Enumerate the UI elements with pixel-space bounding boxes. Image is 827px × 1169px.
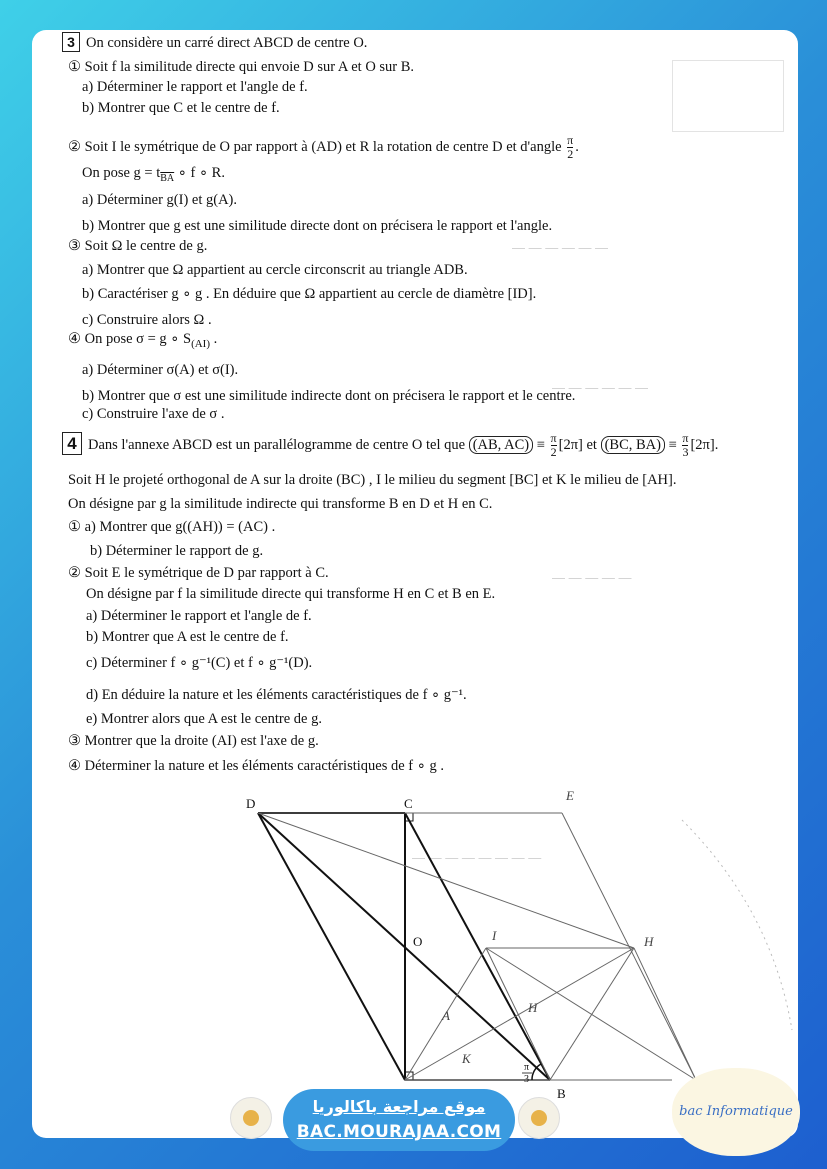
- ex3-intro-text: On considère un carré direct ABCD de centre O.: [86, 35, 368, 51]
- ex3-q1: ① Soit f la similitude directe qui envoie D sur A et O sur B.: [68, 59, 415, 75]
- frac-num: π: [682, 431, 689, 446]
- label-O: O: [413, 934, 423, 949]
- label-E: E: [566, 788, 574, 803]
- label-H-mid: H: [528, 1000, 538, 1015]
- ex3-number: 3: [62, 32, 80, 52]
- frac-den: 3: [682, 445, 689, 460]
- ex4-q2e: e) Montrer alors que A est le centre de g.: [86, 711, 322, 727]
- frac-den: 2: [567, 147, 574, 161]
- label-I: I: [492, 928, 497, 943]
- frac-num: π: [550, 431, 557, 446]
- segment-DH: [258, 813, 634, 948]
- segment-AH: [405, 948, 634, 1080]
- bleed-text: — — — — —: [552, 570, 632, 585]
- ex3-q4c: c) Construire l'axe de σ .: [82, 406, 225, 422]
- geometry-figure: [32, 30, 798, 1138]
- ex4-number: 4: [62, 432, 82, 455]
- ex4-q1a: ① a) Montrer que g((AH)) = (AC) .: [68, 519, 276, 535]
- ex3-q3a: a) Montrer que Ω appartient au cercle circonscrit au triangle ADB.: [82, 262, 468, 278]
- ex3-q2-text: ② Soit I le symétrique de O par rapport à (AD) et R la rotation de centre D et d'angle: [68, 138, 562, 155]
- angle-den: 3: [524, 1074, 529, 1085]
- logo-left: [230, 1097, 272, 1139]
- eq-sign: ≡: [668, 437, 677, 453]
- label-H: H: [644, 934, 654, 949]
- ex4-q4: ④ Déterminer la nature et les éléments caractéristiques de f ∘ g .: [68, 758, 444, 774]
- ex4-q3: ③ Montrer que la droite (AI) est l'axe de g.: [68, 733, 319, 749]
- bleed-text: — — — — — —: [552, 380, 649, 395]
- angle1: (AB, AC): [469, 436, 533, 454]
- footer-banner[interactable]: [283, 1089, 515, 1151]
- bleed-text: — — — — — —: [512, 240, 609, 255]
- ex4-q2c: c) Déterminer f ∘ g⁻¹(C) et f ∘ g⁻¹(D).: [86, 655, 313, 671]
- ex3-q2b: b) Montrer que g est une similitude directe dont on précisera le rapport et l'angle.: [82, 218, 553, 234]
- ex3-q3: ③ Soit Ω le centre de g.: [68, 238, 208, 254]
- angle-num: π: [524, 1062, 530, 1073]
- ex4-line3: On désigne par g la similitude indirecte qui transforme B en D et H en C.: [68, 496, 493, 512]
- ex3-q4: ④ On pose σ = g ∘ $S_{(AI)}$ .: [68, 331, 218, 350]
- logo-dot: [243, 1110, 259, 1126]
- document-page: [32, 30, 798, 1138]
- frac-num: π: [567, 133, 574, 147]
- mod2: [2π]: [690, 437, 715, 453]
- label-D: D: [246, 796, 256, 811]
- label-C: C: [404, 796, 413, 811]
- label-A-mid: A: [442, 1008, 450, 1023]
- q4-text: ④ On pose σ = g ∘ S: [68, 331, 192, 347]
- segment-BH: [550, 948, 634, 1080]
- footer-site-link[interactable]: BAC.MOURAJAA.COM: [296, 1122, 502, 1142]
- label-B: B: [557, 1086, 566, 1101]
- pose-sub: BA: [160, 172, 175, 184]
- bac-informatique-badge: bac Informatique: [672, 1068, 800, 1156]
- ex3-q1a: a) Déterminer le rapport et l'angle de f.: [82, 79, 308, 95]
- angle2: (BC, BA): [601, 436, 665, 454]
- ex3-q1b: b) Montrer que C et le centre de f.: [82, 100, 280, 116]
- segment-DA: [258, 813, 405, 1080]
- et-word: et: [586, 437, 597, 453]
- footer-arabic-title[interactable]: موقع مراجعة باكالوريا: [312, 1097, 486, 1116]
- ex4-line2: Soit H le projeté orthogonal de A sur la droite (BC) , I le milieu du segment [BC] et K le milieu de [AH].: [68, 472, 677, 488]
- ex4-intro-text: Dans l'annexe ABCD est un parallélogramme de centre O tel que: [88, 437, 466, 453]
- bleed-text: — — — — — — — —: [412, 850, 542, 865]
- construction-arc: [682, 820, 792, 1030]
- ex4-intro: 4 Dans l'annexe ABCD est un parallélogramme de centre O tel que (AB, AC) ≡ $\frac{\pi}{2}$ [2π] et (BC, BA) ≡ $\frac{\pi}{3}$ [2π].: [62, 432, 718, 459]
- pose-text: On pose g = t: [82, 165, 161, 181]
- ex3-q2a: a) Déterminer g(I) et g(A).: [82, 192, 237, 208]
- ex4-q2: ② Soit E le symétrique de D par rapport à C.: [68, 565, 329, 581]
- q4-sub: (AI): [191, 337, 210, 350]
- ex3-q3b: b) Caractériser g ∘ g . En déduire que Ω appartient au cercle de diamètre [ID].: [82, 286, 537, 302]
- ex3-q3c: c) Construire alors Ω .: [82, 312, 212, 328]
- ex4-q2a: a) Déterminer le rapport et l'angle de f.: [86, 608, 312, 624]
- label-K: K: [462, 1051, 471, 1066]
- mod1: [2π]: [558, 437, 583, 453]
- eq-sign: ≡: [536, 437, 545, 453]
- segment-CB: [405, 813, 550, 1080]
- frac-den: 2: [550, 445, 557, 460]
- ex3-q2: ② Soit I le symétrique de O par rapport à (AD) et R la rotation de centre D et d'angle $\frac{\pi}{2}$ .: [68, 133, 579, 161]
- pose-end: ∘ f ∘ R.: [177, 165, 225, 181]
- logo-right: [518, 1097, 560, 1139]
- ex3-q4b: b) Montrer que σ est une similitude indirecte dont on précisera le rapport et le centre.: [82, 388, 576, 404]
- ex4-q2b: b) Montrer que A est le centre de f.: [86, 629, 289, 645]
- ex3-q4a: a) Déterminer σ(A) et σ(I).: [82, 362, 239, 378]
- ex4-q2d: d) En déduire la nature et les éléments caractéristiques de f ∘ g⁻¹.: [86, 687, 467, 703]
- ex4-q2-intro: On désigne par f la similitude directe qui transforme H en C et B en E.: [86, 586, 496, 602]
- ex4-q1b: b) Déterminer le rapport de g.: [90, 543, 264, 559]
- logo-dot: [531, 1110, 547, 1126]
